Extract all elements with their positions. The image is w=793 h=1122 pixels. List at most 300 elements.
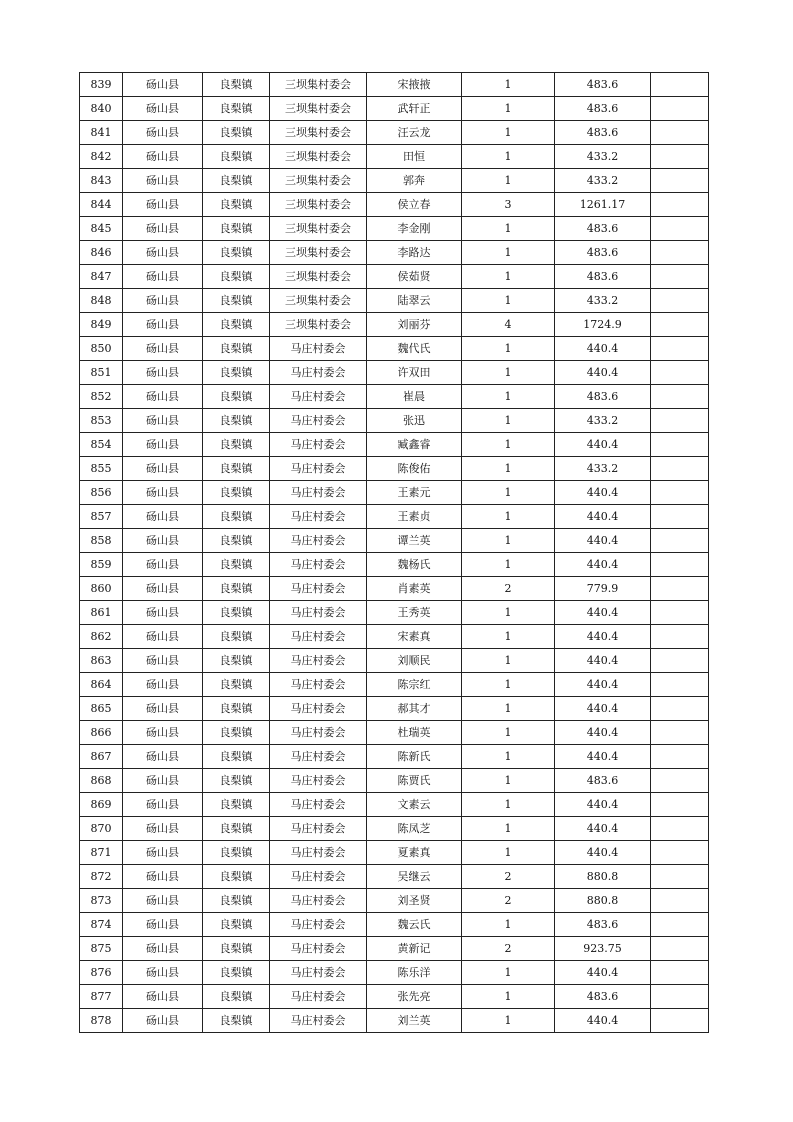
cell-county: 砀山县 <box>123 337 203 361</box>
cell-county: 砀山县 <box>123 601 203 625</box>
cell-village-committee: 马庄村委会 <box>270 793 367 817</box>
cell-village-committee: 马庄村委会 <box>270 505 367 529</box>
cell-household-count: 1 <box>462 601 555 625</box>
cell-village-committee: 马庄村委会 <box>270 457 367 481</box>
cell-village-committee: 马庄村委会 <box>270 361 367 385</box>
cell-county: 砀山县 <box>123 457 203 481</box>
cell-amount: 483.6 <box>555 265 651 289</box>
cell-household-count: 1 <box>462 505 555 529</box>
cell-county: 砀山县 <box>123 505 203 529</box>
cell-amount: 880.8 <box>555 865 651 889</box>
cell-person-name: 李路达 <box>367 241 462 265</box>
cell-county: 砀山县 <box>123 73 203 97</box>
cell-village-committee: 马庄村委会 <box>270 865 367 889</box>
cell-amount: 433.2 <box>555 289 651 313</box>
cell-household-count: 1 <box>462 241 555 265</box>
cell-amount: 483.6 <box>555 241 651 265</box>
cell-person-name: 王素元 <box>367 481 462 505</box>
cell-person-name: 张先亮 <box>367 985 462 1009</box>
cell-village-committee: 马庄村委会 <box>270 433 367 457</box>
cell-row-index: 845 <box>80 217 123 241</box>
cell-village-committee: 马庄村委会 <box>270 481 367 505</box>
cell-row-index: 843 <box>80 169 123 193</box>
cell-remarks <box>651 649 709 673</box>
cell-county: 砀山县 <box>123 481 203 505</box>
cell-row-index: 857 <box>80 505 123 529</box>
cell-household-count: 1 <box>462 793 555 817</box>
table-row <box>80 697 709 721</box>
cell-row-index: 861 <box>80 601 123 625</box>
cell-person-name: 刘丽芬 <box>367 313 462 337</box>
cell-person-name: 刘顺民 <box>367 649 462 673</box>
cell-remarks <box>651 145 709 169</box>
cell-amount: 1261.17 <box>555 193 651 217</box>
cell-household-count: 2 <box>462 937 555 961</box>
cell-person-name: 李金刚 <box>367 217 462 241</box>
cell-person-name: 刘兰英 <box>367 1009 462 1033</box>
table-row <box>80 841 709 865</box>
cell-town: 良梨镇 <box>203 97 270 121</box>
cell-household-count: 1 <box>462 961 555 985</box>
cell-amount: 440.4 <box>555 1009 651 1033</box>
table-row <box>80 505 709 529</box>
cell-row-index: 869 <box>80 793 123 817</box>
cell-county: 砀山县 <box>123 577 203 601</box>
cell-town: 良梨镇 <box>203 889 270 913</box>
cell-household-count: 1 <box>462 841 555 865</box>
cell-remarks <box>651 169 709 193</box>
cell-household-count: 1 <box>462 145 555 169</box>
cell-household-count: 4 <box>462 313 555 337</box>
cell-household-count: 3 <box>462 193 555 217</box>
table-row <box>80 961 709 985</box>
cell-row-index: 870 <box>80 817 123 841</box>
cell-town: 良梨镇 <box>203 937 270 961</box>
cell-row-index: 853 <box>80 409 123 433</box>
cell-county: 砀山县 <box>123 697 203 721</box>
cell-row-index: 848 <box>80 289 123 313</box>
cell-remarks <box>651 217 709 241</box>
cell-remarks <box>651 457 709 481</box>
cell-town: 良梨镇 <box>203 337 270 361</box>
cell-remarks <box>651 865 709 889</box>
cell-remarks <box>651 1009 709 1033</box>
cell-row-index: 871 <box>80 841 123 865</box>
cell-town: 良梨镇 <box>203 457 270 481</box>
cell-village-committee: 三坝集村委会 <box>270 193 367 217</box>
cell-town: 良梨镇 <box>203 793 270 817</box>
cell-village-committee: 马庄村委会 <box>270 937 367 961</box>
cell-amount: 440.4 <box>555 649 651 673</box>
cell-town: 良梨镇 <box>203 841 270 865</box>
table-row <box>80 481 709 505</box>
cell-household-count: 1 <box>462 217 555 241</box>
cell-row-index: 876 <box>80 961 123 985</box>
cell-village-committee: 马庄村委会 <box>270 601 367 625</box>
cell-village-committee: 三坝集村委会 <box>270 241 367 265</box>
table-row <box>80 721 709 745</box>
cell-person-name: 黄新记 <box>367 937 462 961</box>
cell-person-name: 崔晨 <box>367 385 462 409</box>
cell-row-index: 847 <box>80 265 123 289</box>
cell-remarks <box>651 625 709 649</box>
cell-row-index: 863 <box>80 649 123 673</box>
cell-person-name: 陈宗红 <box>367 673 462 697</box>
cell-amount: 483.6 <box>555 913 651 937</box>
cell-person-name: 刘圣贤 <box>367 889 462 913</box>
table-row <box>80 409 709 433</box>
cell-town: 良梨镇 <box>203 289 270 313</box>
table-row <box>80 937 709 961</box>
table-row <box>80 385 709 409</box>
cell-amount: 440.4 <box>555 745 651 769</box>
cell-remarks <box>651 505 709 529</box>
cell-row-index: 852 <box>80 385 123 409</box>
cell-household-count: 1 <box>462 169 555 193</box>
cell-county: 砀山县 <box>123 145 203 169</box>
cell-row-index: 875 <box>80 937 123 961</box>
table-row <box>80 745 709 769</box>
cell-town: 良梨镇 <box>203 745 270 769</box>
cell-town: 良梨镇 <box>203 649 270 673</box>
cell-town: 良梨镇 <box>203 529 270 553</box>
table-row <box>80 865 709 889</box>
cell-person-name: 宋素真 <box>367 625 462 649</box>
cell-amount: 440.4 <box>555 505 651 529</box>
cell-amount: 880.8 <box>555 889 651 913</box>
cell-amount: 440.4 <box>555 433 651 457</box>
cell-village-committee: 马庄村委会 <box>270 961 367 985</box>
cell-person-name: 宋掖掖 <box>367 73 462 97</box>
cell-person-name: 许双田 <box>367 361 462 385</box>
cell-remarks <box>651 985 709 1009</box>
cell-county: 砀山县 <box>123 265 203 289</box>
cell-county: 砀山县 <box>123 793 203 817</box>
cell-person-name: 汪云龙 <box>367 121 462 145</box>
cell-village-committee: 马庄村委会 <box>270 673 367 697</box>
cell-row-index: 859 <box>80 553 123 577</box>
cell-remarks <box>651 769 709 793</box>
cell-row-index: 873 <box>80 889 123 913</box>
cell-remarks <box>651 529 709 553</box>
cell-remarks <box>651 73 709 97</box>
cell-household-count: 1 <box>462 433 555 457</box>
cell-person-name: 王素贞 <box>367 505 462 529</box>
cell-county: 砀山县 <box>123 745 203 769</box>
cell-person-name: 吴继云 <box>367 865 462 889</box>
cell-row-index: 851 <box>80 361 123 385</box>
cell-village-committee: 马庄村委会 <box>270 385 367 409</box>
cell-amount: 440.4 <box>555 793 651 817</box>
cell-household-count: 2 <box>462 889 555 913</box>
table-body <box>80 73 709 1033</box>
cell-town: 良梨镇 <box>203 145 270 169</box>
cell-village-committee: 马庄村委会 <box>270 721 367 745</box>
cell-county: 砀山县 <box>123 121 203 145</box>
cell-village-committee: 三坝集村委会 <box>270 265 367 289</box>
cell-row-index: 841 <box>80 121 123 145</box>
cell-county: 砀山县 <box>123 961 203 985</box>
cell-amount: 483.6 <box>555 121 651 145</box>
cell-person-name: 王秀英 <box>367 601 462 625</box>
cell-row-index: 865 <box>80 697 123 721</box>
cell-household-count: 1 <box>462 697 555 721</box>
cell-person-name: 侯立春 <box>367 193 462 217</box>
cell-person-name: 臧鑫睿 <box>367 433 462 457</box>
cell-county: 砀山县 <box>123 1009 203 1033</box>
cell-county: 砀山县 <box>123 649 203 673</box>
cell-household-count: 1 <box>462 481 555 505</box>
cell-village-committee: 马庄村委会 <box>270 409 367 433</box>
cell-remarks <box>651 121 709 145</box>
cell-town: 良梨镇 <box>203 313 270 337</box>
cell-row-index: 867 <box>80 745 123 769</box>
table-row <box>80 433 709 457</box>
cell-remarks <box>651 913 709 937</box>
cell-village-committee: 马庄村委会 <box>270 817 367 841</box>
cell-remarks <box>651 265 709 289</box>
cell-remarks <box>651 385 709 409</box>
cell-household-count: 1 <box>462 289 555 313</box>
cell-person-name: 文素云 <box>367 793 462 817</box>
cell-remarks <box>651 937 709 961</box>
cell-row-index: 854 <box>80 433 123 457</box>
cell-village-committee: 马庄村委会 <box>270 553 367 577</box>
cell-person-name: 陈俊佑 <box>367 457 462 481</box>
cell-county: 砀山县 <box>123 625 203 649</box>
cell-county: 砀山县 <box>123 937 203 961</box>
cell-person-name: 肖素英 <box>367 577 462 601</box>
cell-row-index: 846 <box>80 241 123 265</box>
cell-household-count: 1 <box>462 457 555 481</box>
cell-remarks <box>651 313 709 337</box>
cell-row-index: 850 <box>80 337 123 361</box>
cell-county: 砀山县 <box>123 361 203 385</box>
table-row <box>80 97 709 121</box>
cell-person-name: 杜瑞英 <box>367 721 462 745</box>
cell-person-name: 田恒 <box>367 145 462 169</box>
cell-amount: 483.6 <box>555 217 651 241</box>
table-row <box>80 817 709 841</box>
cell-person-name: 张迅 <box>367 409 462 433</box>
cell-row-index: 877 <box>80 985 123 1009</box>
cell-county: 砀山县 <box>123 289 203 313</box>
cell-remarks <box>651 745 709 769</box>
cell-town: 良梨镇 <box>203 481 270 505</box>
table-row <box>80 913 709 937</box>
table-row <box>80 553 709 577</box>
cell-town: 良梨镇 <box>203 361 270 385</box>
cell-town: 良梨镇 <box>203 553 270 577</box>
cell-household-count: 1 <box>462 985 555 1009</box>
cell-town: 良梨镇 <box>203 817 270 841</box>
table-row <box>80 457 709 481</box>
cell-town: 良梨镇 <box>203 121 270 145</box>
cell-town: 良梨镇 <box>203 985 270 1009</box>
cell-county: 砀山县 <box>123 865 203 889</box>
cell-village-committee: 马庄村委会 <box>270 841 367 865</box>
cell-row-index: 856 <box>80 481 123 505</box>
cell-town: 良梨镇 <box>203 241 270 265</box>
cell-amount: 433.2 <box>555 457 651 481</box>
cell-row-index: 860 <box>80 577 123 601</box>
cell-county: 砀山县 <box>123 889 203 913</box>
cell-amount: 440.4 <box>555 697 651 721</box>
cell-person-name: 郭奔 <box>367 169 462 193</box>
cell-remarks <box>651 361 709 385</box>
cell-household-count: 1 <box>462 817 555 841</box>
cell-amount: 483.6 <box>555 769 651 793</box>
cell-remarks <box>651 481 709 505</box>
table-row <box>80 313 709 337</box>
cell-town: 良梨镇 <box>203 265 270 289</box>
cell-remarks <box>651 961 709 985</box>
cell-village-committee: 三坝集村委会 <box>270 217 367 241</box>
table-row <box>80 265 709 289</box>
cell-amount: 433.2 <box>555 169 651 193</box>
cell-village-committee: 三坝集村委会 <box>270 73 367 97</box>
cell-village-committee: 三坝集村委会 <box>270 169 367 193</box>
data-table <box>79 72 709 1033</box>
table-row <box>80 337 709 361</box>
cell-village-committee: 马庄村委会 <box>270 985 367 1009</box>
cell-village-committee: 马庄村委会 <box>270 529 367 553</box>
cell-remarks <box>651 697 709 721</box>
cell-amount: 440.4 <box>555 481 651 505</box>
cell-row-index: 842 <box>80 145 123 169</box>
table-row <box>80 241 709 265</box>
cell-amount: 433.2 <box>555 145 651 169</box>
cell-person-name: 陆翠云 <box>367 289 462 313</box>
cell-county: 砀山县 <box>123 841 203 865</box>
cell-household-count: 1 <box>462 409 555 433</box>
cell-village-committee: 三坝集村委会 <box>270 289 367 313</box>
cell-person-name: 侯茹贤 <box>367 265 462 289</box>
cell-town: 良梨镇 <box>203 169 270 193</box>
cell-town: 良梨镇 <box>203 625 270 649</box>
cell-village-committee: 马庄村委会 <box>270 769 367 793</box>
cell-row-index: 862 <box>80 625 123 649</box>
table-row <box>80 673 709 697</box>
cell-household-count: 1 <box>462 73 555 97</box>
cell-town: 良梨镇 <box>203 217 270 241</box>
cell-county: 砀山县 <box>123 553 203 577</box>
cell-county: 砀山县 <box>123 985 203 1009</box>
cell-county: 砀山县 <box>123 433 203 457</box>
cell-village-committee: 马庄村委会 <box>270 625 367 649</box>
cell-county: 砀山县 <box>123 529 203 553</box>
cell-row-index: 868 <box>80 769 123 793</box>
cell-village-committee: 马庄村委会 <box>270 1009 367 1033</box>
cell-amount: 483.6 <box>555 385 651 409</box>
cell-person-name: 魏代氏 <box>367 337 462 361</box>
cell-town: 良梨镇 <box>203 913 270 937</box>
table-row <box>80 217 709 241</box>
cell-town: 良梨镇 <box>203 601 270 625</box>
cell-remarks <box>651 193 709 217</box>
cell-amount: 440.4 <box>555 553 651 577</box>
table-row <box>80 193 709 217</box>
table-row <box>80 145 709 169</box>
cell-household-count: 1 <box>462 1009 555 1033</box>
table-row <box>80 601 709 625</box>
cell-household-count: 1 <box>462 649 555 673</box>
cell-village-committee: 马庄村委会 <box>270 889 367 913</box>
cell-household-count: 1 <box>462 121 555 145</box>
cell-amount: 440.4 <box>555 601 651 625</box>
cell-remarks <box>651 721 709 745</box>
cell-remarks <box>651 793 709 817</box>
cell-town: 良梨镇 <box>203 1009 270 1033</box>
cell-remarks <box>651 97 709 121</box>
cell-county: 砀山县 <box>123 769 203 793</box>
cell-amount: 440.4 <box>555 361 651 385</box>
cell-person-name: 魏杨氏 <box>367 553 462 577</box>
cell-county: 砀山县 <box>123 313 203 337</box>
table-row <box>80 889 709 913</box>
cell-town: 良梨镇 <box>203 385 270 409</box>
cell-county: 砀山县 <box>123 673 203 697</box>
cell-amount: 440.4 <box>555 961 651 985</box>
table-row <box>80 1009 709 1033</box>
cell-town: 良梨镇 <box>203 73 270 97</box>
cell-remarks <box>651 577 709 601</box>
cell-household-count: 1 <box>462 769 555 793</box>
cell-amount: 483.6 <box>555 73 651 97</box>
cell-county: 砀山县 <box>123 385 203 409</box>
cell-town: 良梨镇 <box>203 577 270 601</box>
cell-village-committee: 马庄村委会 <box>270 697 367 721</box>
cell-county: 砀山县 <box>123 193 203 217</box>
cell-person-name: 陈乐洋 <box>367 961 462 985</box>
cell-amount: 923.75 <box>555 937 651 961</box>
cell-amount: 440.4 <box>555 529 651 553</box>
cell-household-count: 1 <box>462 529 555 553</box>
table-row <box>80 985 709 1009</box>
cell-remarks <box>651 841 709 865</box>
cell-remarks <box>651 409 709 433</box>
cell-town: 良梨镇 <box>203 505 270 529</box>
cell-county: 砀山县 <box>123 817 203 841</box>
cell-village-committee: 马庄村委会 <box>270 577 367 601</box>
cell-remarks <box>651 337 709 361</box>
cell-person-name: 陈贾氏 <box>367 769 462 793</box>
table-row <box>80 625 709 649</box>
table-row <box>80 649 709 673</box>
cell-remarks <box>651 553 709 577</box>
table-row <box>80 361 709 385</box>
cell-county: 砀山县 <box>123 913 203 937</box>
cell-row-index: 855 <box>80 457 123 481</box>
cell-person-name: 陈凤芝 <box>367 817 462 841</box>
cell-person-name: 武轩正 <box>367 97 462 121</box>
cell-household-count: 2 <box>462 865 555 889</box>
cell-person-name: 夏素真 <box>367 841 462 865</box>
cell-remarks <box>651 817 709 841</box>
cell-county: 砀山县 <box>123 241 203 265</box>
cell-row-index: 849 <box>80 313 123 337</box>
cell-county: 砀山县 <box>123 409 203 433</box>
cell-village-committee: 马庄村委会 <box>270 913 367 937</box>
cell-county: 砀山县 <box>123 169 203 193</box>
cell-row-index: 864 <box>80 673 123 697</box>
cell-household-count: 1 <box>462 913 555 937</box>
cell-row-index: 878 <box>80 1009 123 1033</box>
table-row <box>80 769 709 793</box>
cell-village-committee: 马庄村委会 <box>270 337 367 361</box>
cell-row-index: 872 <box>80 865 123 889</box>
cell-household-count: 1 <box>462 673 555 697</box>
